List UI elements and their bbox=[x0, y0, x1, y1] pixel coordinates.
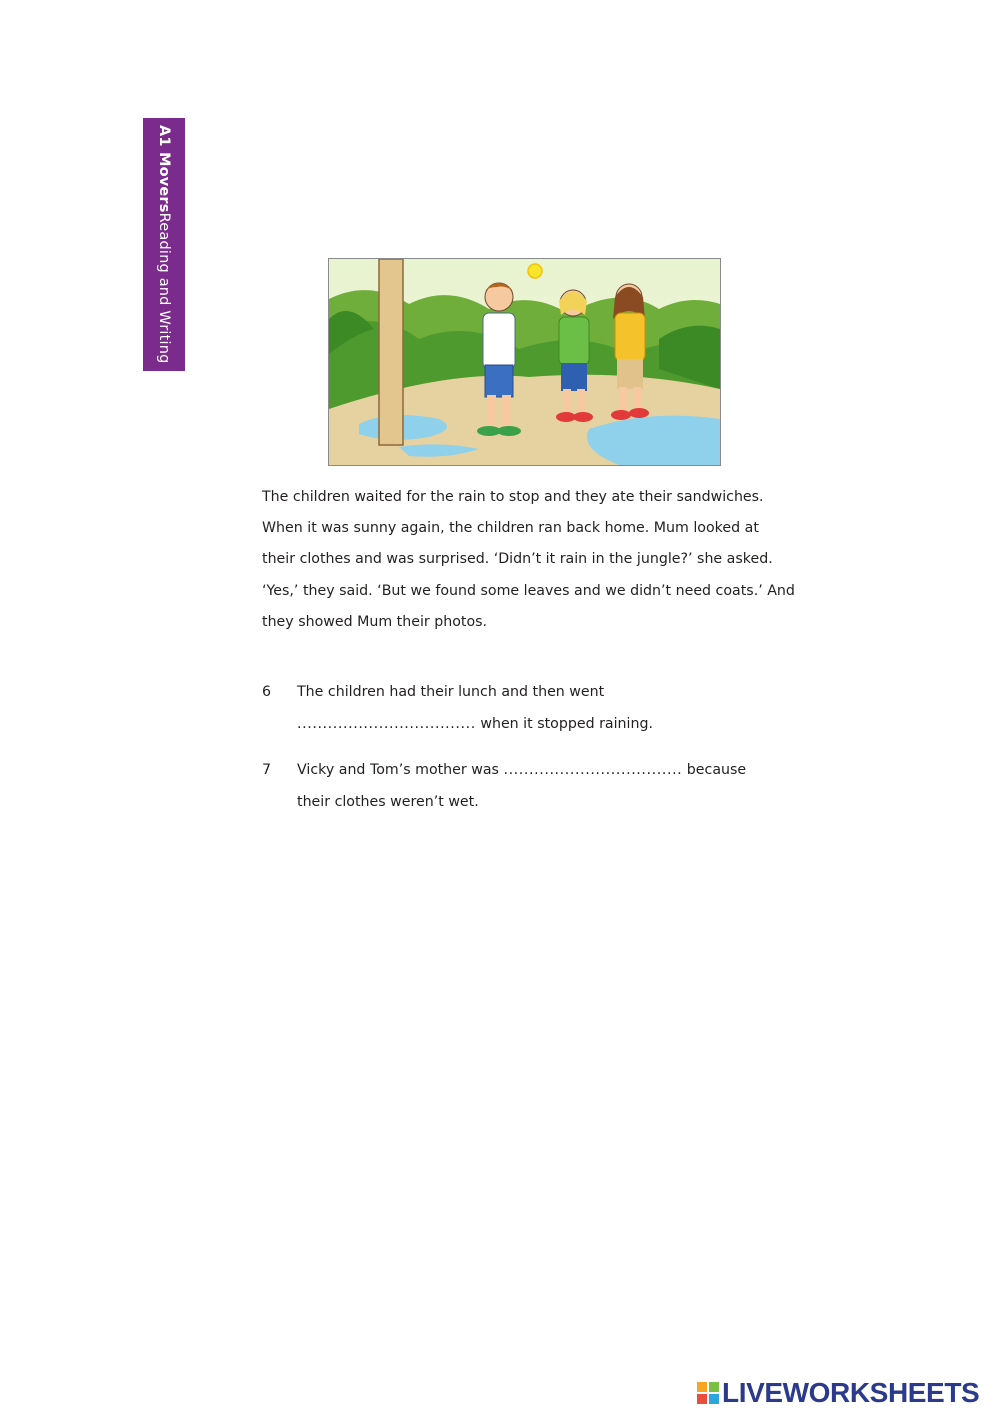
brand-name: LIVEWORKSHEETS bbox=[722, 1377, 980, 1408]
liveworksheets-logo[interactable] bbox=[697, 1377, 979, 1409]
question-number: 7 bbox=[262, 762, 272, 778]
side-tab-section: Reading and Writing bbox=[156, 212, 172, 364]
question-text: Vicky and Tom’s mother was bbox=[297, 762, 504, 778]
question-7 bbox=[262, 755, 802, 818]
story-text bbox=[262, 482, 795, 638]
story-line: The children waited for the rain to stop and they ate their sandwiches. bbox=[262, 489, 764, 505]
wooden-post bbox=[379, 259, 403, 445]
question-6 bbox=[262, 677, 802, 740]
question-text: when it stopped raining. bbox=[475, 715, 653, 732]
side-tab bbox=[143, 118, 185, 371]
story-line: When it was sunny again, the children ran back home. Mum looked at bbox=[262, 520, 759, 537]
question-text: their clothes weren’t wet. bbox=[297, 793, 479, 810]
sun-icon bbox=[528, 264, 542, 278]
answer-blank[interactable]: ................................... bbox=[297, 715, 476, 732]
question-text: The children had their lunch and then went bbox=[297, 684, 605, 700]
illustration-svg bbox=[329, 259, 720, 465]
side-tab-text bbox=[156, 125, 172, 364]
children-jungle-illustration bbox=[328, 258, 721, 466]
question-number: 6 bbox=[262, 684, 272, 700]
answer-blank[interactable]: ................................... bbox=[503, 762, 683, 778]
story-line: ‘Yes,’ they said. ‘But we found some leaves and we didn’t need coats.’ And bbox=[262, 582, 795, 599]
story-line: their clothes and was surprised. ‘Didn’t it rain in the jungle?’ she asked. bbox=[262, 551, 773, 568]
story-line: they showed Mum their photos. bbox=[262, 613, 488, 630]
question-text: because bbox=[682, 762, 747, 778]
liveworksheets-logo-icon bbox=[697, 1382, 719, 1404]
side-tab-level: A1 Movers bbox=[156, 125, 172, 213]
